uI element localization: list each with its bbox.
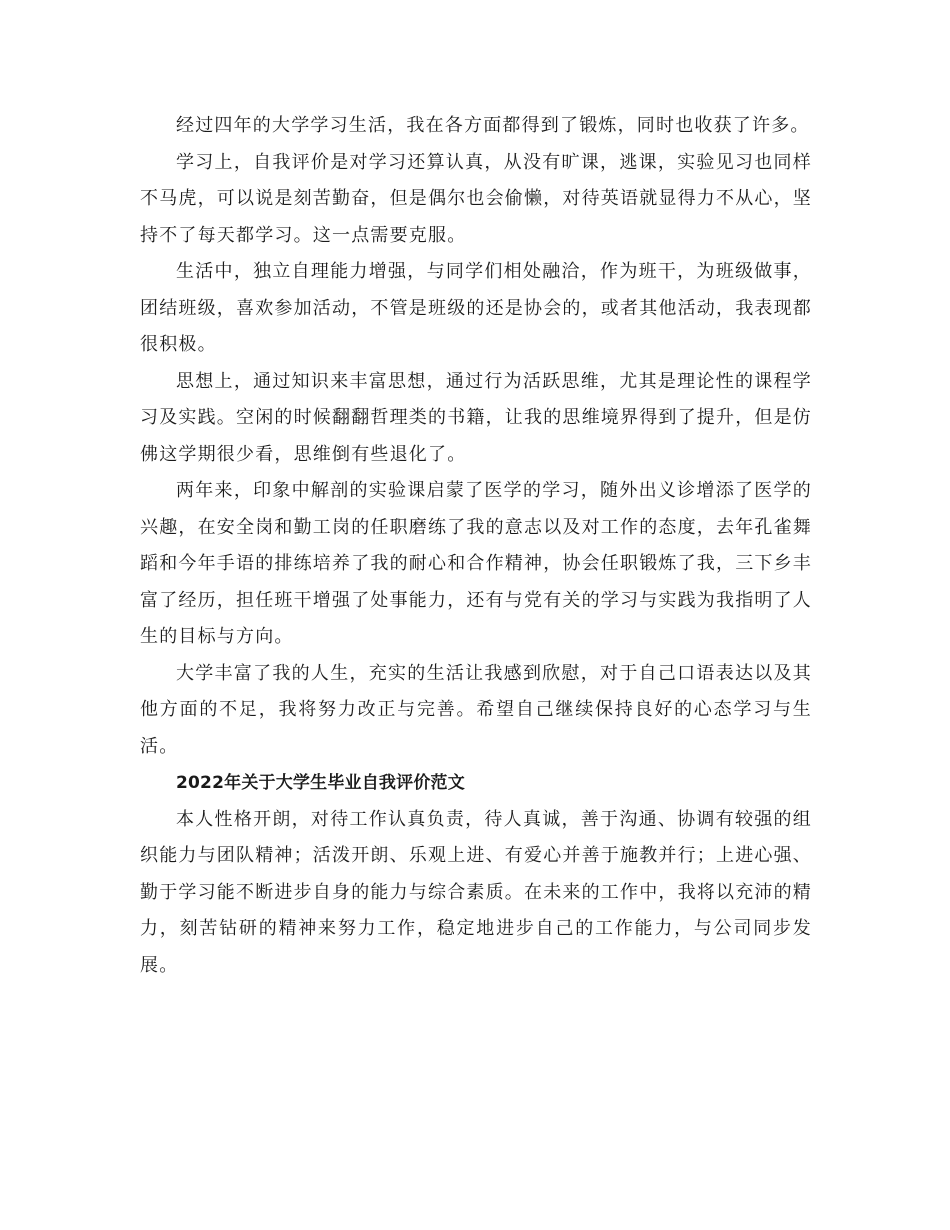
paragraph-two-years: 两年来，印象中解剖的实验课启蒙了医学的学习，随外出义诊增添了医学的兴趣，在安全岗和勤工岗的任职磨练了我的意志以及对工作的态度，去年孔雀舞蹈和今年手语的排练培养了我的耐心和合作精神，协会任职锻炼了我，三下乡丰富了经历，担任班干增强了处事能力，还有与党有关的学习与实践为我指明了人生的目标与方向。 xyxy=(140,480,812,647)
document-body xyxy=(140,108,812,984)
paragraph-intro: 经过四年的大学学习生活，我在各方面都得到了锻炼，同时也收获了许多。 xyxy=(176,115,810,136)
section-heading: 2022年关于大学生毕业自我评价范文 xyxy=(176,773,465,793)
paragraph-self-evaluation: 本人性格开朗，对待工作认真负责，待人真诚，善于沟通、协调有较强的组织能力与团队精神；活泼开朗、乐观上进、有爱心并善于施教并行；上进心强、勤于学习能不断进步自身的能力与综合素质。在未来的工作中，我将以充沛的精力，刻苦钻研的精神来努力工作，稳定地进步自己的工作能力，与公司同步发展。 xyxy=(140,808,812,976)
paragraph-conclusion: 大学丰富了我的人生，充实的生活让我感到欣慰，对于自己口语表达以及其他方面的不足，我将努力改正与完善。希望自己继续保持良好的心态学习与生活。 xyxy=(140,662,812,757)
paragraph-life: 生活中，独立自理能力增强，与同学们相处融洽，作为班干，为班级做事，团结班级，喜欢参加活动，不管是班级的还是协会的，或者其他活动，我表现都很积极。 xyxy=(140,261,812,355)
paragraph-thought: 思想上，通过知识来丰富思想，通过行为活跃思维，尤其是理论性的课程学习及实践。空闲的时候翻翻哲理类的书籍，让我的思维境界得到了提升，但是仿佛这学期很少看，思维倒有些退化了。 xyxy=(140,370,812,465)
paragraph-study: 学习上，自我评价是对学习还算认真，从没有旷课，逃课，实验见习也同样不马虎，可以说是刻苦勤奋，但是偶尔也会偷懒，对待英语就显得力不从心，坚持不了每天都学习。这一点需要克服。 xyxy=(140,151,812,246)
